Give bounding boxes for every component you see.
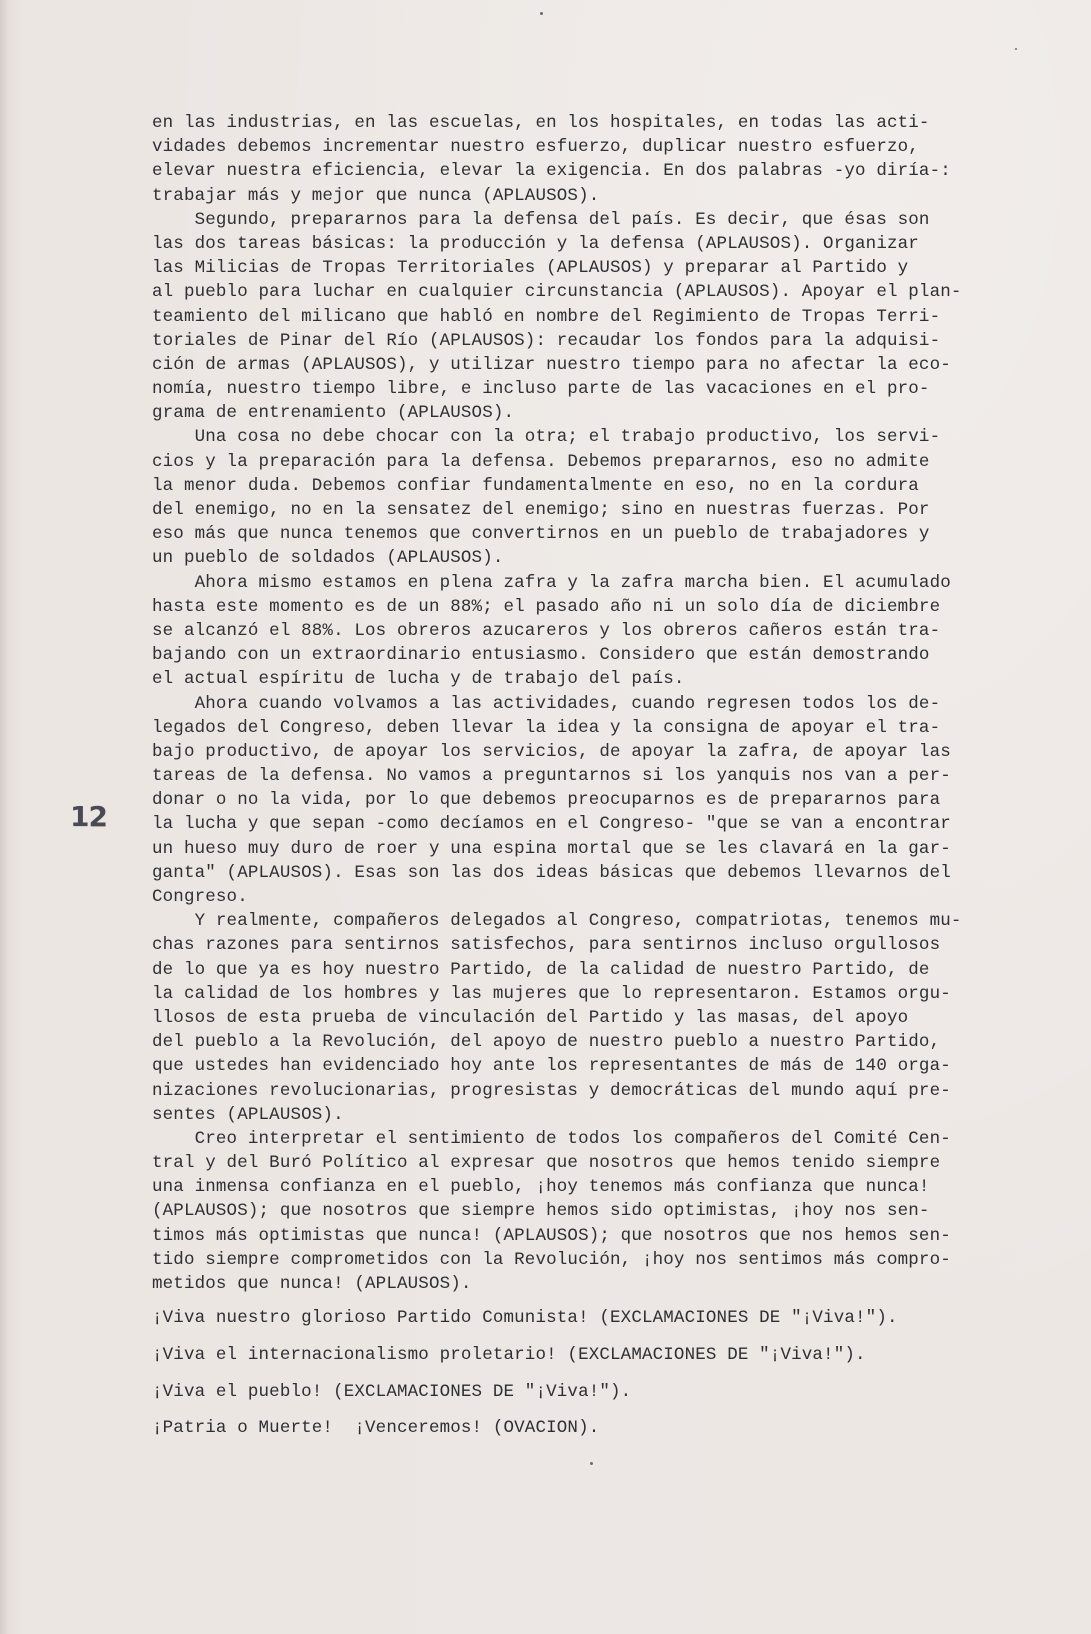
closing-line: ¡Patria o Muerte! ¡Venceremos! (OVACION). xyxy=(152,1418,600,1439)
text-line: en las industrias, en las escuelas, en los hospitales, en todas las acti- xyxy=(152,113,930,133)
text-line: las dos tareas básicas: la producción y la defensa (APLAUSOS). Organizar xyxy=(152,233,919,254)
text-line: las Milicias de Tropas Territoriales (APLAUSOS) y preparar al Partido y xyxy=(152,258,909,279)
text-line: nomía, nuestro tiempo libre, e incluso parte de las vacaciones en el pro- xyxy=(152,379,930,400)
text-line: del enemigo, no en la sensatez del enemigo; sino en nuestras fuerzas. Por xyxy=(152,500,930,520)
paper-speck xyxy=(590,1462,593,1465)
text-line: Segundo, prepararnos para la defensa del país. Es decir, que ésas son xyxy=(152,209,930,230)
text-line: de lo que ya es hoy nuestro Partido, de la calidad de nuestro Partido, de xyxy=(152,959,930,980)
text-line: el actual espíritu de lucha y de trabajo del país. xyxy=(152,669,685,690)
text-line: Creo interpretar el sentimiento de todos los compañeros del Comité Cen- xyxy=(152,1128,951,1149)
text-line: que ustedes han evidenciado hoy ante los representantes de más de 140 orga- xyxy=(152,1056,951,1077)
text-line: Congreso. xyxy=(152,887,248,907)
text-line: nizaciones revolucionarias, progresistas y democráticas del mundo aquí pre- xyxy=(152,1080,951,1101)
text-line: timos más optimistas que nunca! (APLAUSOS); que nosotros que nos hemos sen- xyxy=(152,1225,951,1246)
text-line: legados del Congreso, deben llevar la idea y la consigna de apoyar el tra- xyxy=(152,717,941,738)
text-line: Ahora mismo estamos en plena zafra y la zafra marcha bien. El acumulado xyxy=(152,572,951,593)
text-line: bajando con un extraordinario entusiasmo. Considero que están demostrando xyxy=(152,645,930,666)
text-line: un pueblo de soldados (APLAUSOS). xyxy=(152,548,504,569)
text-line: la lucha y que sepan -como decíamos en el Congreso- "que se van a encontrar xyxy=(152,814,951,835)
text-line: teamiento del milicano que habló en nombre del Regimiento de Tropas Terri- xyxy=(152,306,941,327)
speech-body-text xyxy=(152,111,1052,1296)
text-line: una inmensa confianza en el pueblo, ¡hoy tenemos más confianza que nunca! xyxy=(152,1177,930,1198)
text-line: la menor duda. Debemos confiar fundamentalmente en eso, no en la cordura xyxy=(152,475,919,496)
paper-speck xyxy=(540,12,543,15)
text-line: Una cosa no debe chocar con la otra; el trabajo productivo, los servi- xyxy=(152,427,941,448)
text-line: bajo productivo, de apoyar los servicios, de apoyar la zafra, de apoyar las xyxy=(152,741,951,762)
text-line: metidos que nunca! (APLAUSOS). xyxy=(152,1274,472,1294)
page-edge xyxy=(0,0,10,1634)
text-line: toriales de Pinar del Río (APLAUSOS): recaudar los fondos para la adquisi- xyxy=(152,330,941,351)
closing-line: ¡Viva el internacionalismo proletario! (EXCLAMACIONES DE "¡Viva!"). xyxy=(152,1344,866,1365)
text-line: del pueblo a la Revolución, del apoyo de nuestro pueblo a nuestro Partido, xyxy=(152,1032,941,1053)
closing-exclamations xyxy=(152,1300,1052,1447)
text-line: elevar nuestra eficiencia, elevar la exigencia. En dos palabras -yo diría-: xyxy=(152,161,951,182)
text-line: hasta este momento es de un 88%; el pasado año ni un solo día de diciembre xyxy=(152,596,941,617)
text-line: un hueso muy duro de roer y una espina mortal que se les clavará en la gar- xyxy=(152,838,951,859)
paper-speck xyxy=(1015,48,1017,50)
text-line: sentes (APLAUSOS). xyxy=(152,1104,344,1125)
page-number: 12 xyxy=(70,800,107,833)
text-line: se alcanzó el 88%. Los obreros azucareros y los obreros cañeros están tra- xyxy=(152,620,941,641)
text-line: Ahora cuando volvamos a las actividades, cuando regresen todos los de- xyxy=(152,693,941,714)
text-line: Y realmente, compañeros delegados al Congreso, compatriotas, tenemos mu- xyxy=(152,911,962,932)
text-line: la calidad de los hombres y las mujeres que lo representaron. Estamos orgu- xyxy=(152,983,951,1004)
closing-line: ¡Viva el pueblo! (EXCLAMACIONES DE "¡Viva!"). xyxy=(152,1381,632,1402)
text-line: eso más que nunca tenemos que convertirnos en un pueblo de trabajadores y xyxy=(152,524,930,545)
text-line: grama de entrenamiento (APLAUSOS). xyxy=(152,403,515,424)
text-line: ción de armas (APLAUSOS), y utilizar nuestro tiempo para no afectar la eco- xyxy=(152,354,951,375)
text-line: ganta" (APLAUSOS). Esas son las dos ideas básicas que debemos llevarnos del xyxy=(152,862,951,883)
text-line: trabajar más y mejor que nunca (APLAUSOS). xyxy=(152,185,600,206)
text-line: tido siempre comprometidos con la Revolución, ¡hoy nos sentimos más compro- xyxy=(152,1249,951,1270)
text-line: tral y del Buró Político al expresar que nosotros que hemos tenido siempre xyxy=(152,1153,941,1174)
text-line: donar o no la vida, por lo que debemos preocuparnos es de prepararnos para xyxy=(152,790,941,811)
text-line: vidades debemos incrementar nuestro esfuerzo, duplicar nuestro esfuerzo, xyxy=(152,137,919,158)
text-line: (APLAUSOS); que nosotros que siempre hemos sido optimistas, ¡hoy nos sen- xyxy=(152,1201,930,1222)
text-line: chas razones para sentirnos satisfechos, para sentirnos incluso orgullosos xyxy=(152,935,941,956)
text-line: tareas de la defensa. No vamos a preguntarnos si los yanquis nos van a per- xyxy=(152,766,951,787)
text-line: al pueblo para luchar en cualquier circunstancia (APLAUSOS). Apoyar el plan- xyxy=(152,282,962,303)
text-line: cios y la preparación para la defensa. Debemos prepararnos, eso no admite xyxy=(152,451,930,472)
text-line: llosos de esta prueba de vinculación del Partido y las masas, del apoyo xyxy=(152,1007,909,1028)
closing-line: ¡Viva nuestro glorioso Partido Comunista! (EXCLAMACIONES DE "¡Viva!"). xyxy=(152,1308,898,1328)
